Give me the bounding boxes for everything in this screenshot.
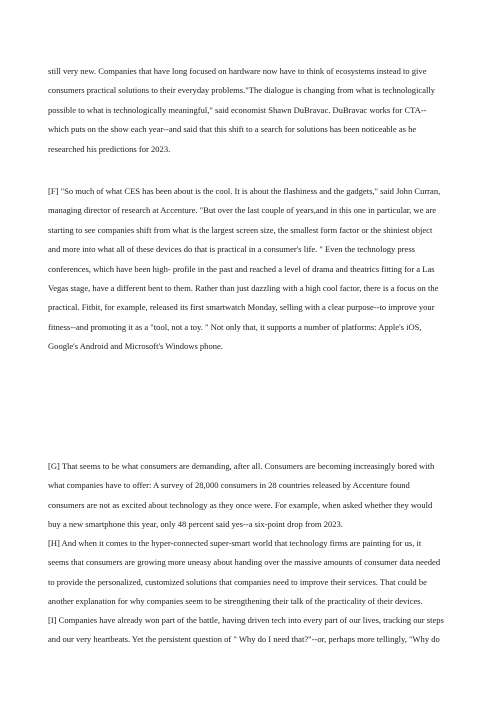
text-line: possible to what is technologically meaningful," said economist Shawn DuBravac. DuBravac works for CTA--: [48, 104, 427, 115]
text-line: fitness--and promoting it as a "tool, not a toy. " Not only that, it supports a number of platforms: Apple's iOS,: [48, 321, 422, 332]
text-line: practical. Fitbit, for example, released its first smartwatch Monday, selling with a clear purpose--to improve your: [48, 302, 435, 313]
text-line: and our very heartbeats. Yet the persistent question of " Why do I need that?"--or, perhaps more tellingly, "Why do: [48, 634, 440, 645]
text-line: [G] That seems to be what consumers are demanding, after all. Consumers are becoming increasingly bored with: [48, 461, 435, 471]
text-line: what companies have to offer: A survey of 28,000 consumers in 28 countries released by Accenture found: [48, 480, 410, 491]
paragraph-h: [48, 534, 462, 612]
text-line: researched his predictions for 2023.: [48, 143, 171, 154]
text-line: which puts on the show each year--and said that this shift to a search for solutions has been noticeable as he: [48, 124, 417, 135]
text-line: another explanation for why companies seem to be strengthening their talk of the practicality of their devices.: [48, 596, 423, 607]
text-line: managing director of research at Accenture. "But over the last couple of years,and in this one in particular, we are: [48, 205, 437, 216]
text-line: Google's Android and Microsoft's Windows phone.: [48, 341, 223, 352]
text-line: buy a new smartphone this year, only 48 percent said yes--a six-point drop from 2023.: [48, 519, 343, 530]
text-line: and more into what all of these devices do that is practical in a consumer's life. " Even the technology press: [48, 244, 415, 255]
text-line: consumers practical solutions to their everyday problems."The dialogue is changing from what is technologically: [48, 85, 436, 96]
paragraph-g: [48, 457, 462, 535]
paragraph-i: [48, 611, 462, 650]
text-line: [H] And when it comes to the hyper-connected super-smart world that technology firms are painting for us, it: [48, 538, 422, 548]
text-line: starting to see companies shift from what is the largest screen size, the smallest form factor or the shiniest object: [48, 224, 433, 235]
text-line: conferences, which have been high- profile in the past and reached a level of drama and theatrics fitting for a Las: [48, 263, 435, 274]
text-line: consumers are not as excited about technology as they once were. For example, when asked whether they would: [48, 499, 433, 510]
text-line: Vegas stage, have a different bent to them. Rather than just dazzling with a high cool factor, there is a focus on the: [48, 282, 439, 293]
paragraph-f: [48, 182, 462, 357]
text-line: still very new. Companies that have long focused on hardware now have to think of ecosystems instead to give: [48, 66, 427, 76]
text-line: to provide the personalized, customized solutions that companies need to improve their services. That could be: [48, 576, 427, 587]
text-line: [I] Companies have already won part of the battle, having driven tech into every part of our lives, tracking our steps: [48, 615, 444, 625]
paragraph-e-continued: [48, 62, 462, 159]
text-line: seems that consumers are growing more uneasy about handing over the massive amounts of consumer data needed: [48, 557, 441, 568]
text-line: [F] "So much of what CES has been about is the cool. It is about the flashiness and the gadgets," said John Curran,: [48, 186, 441, 196]
